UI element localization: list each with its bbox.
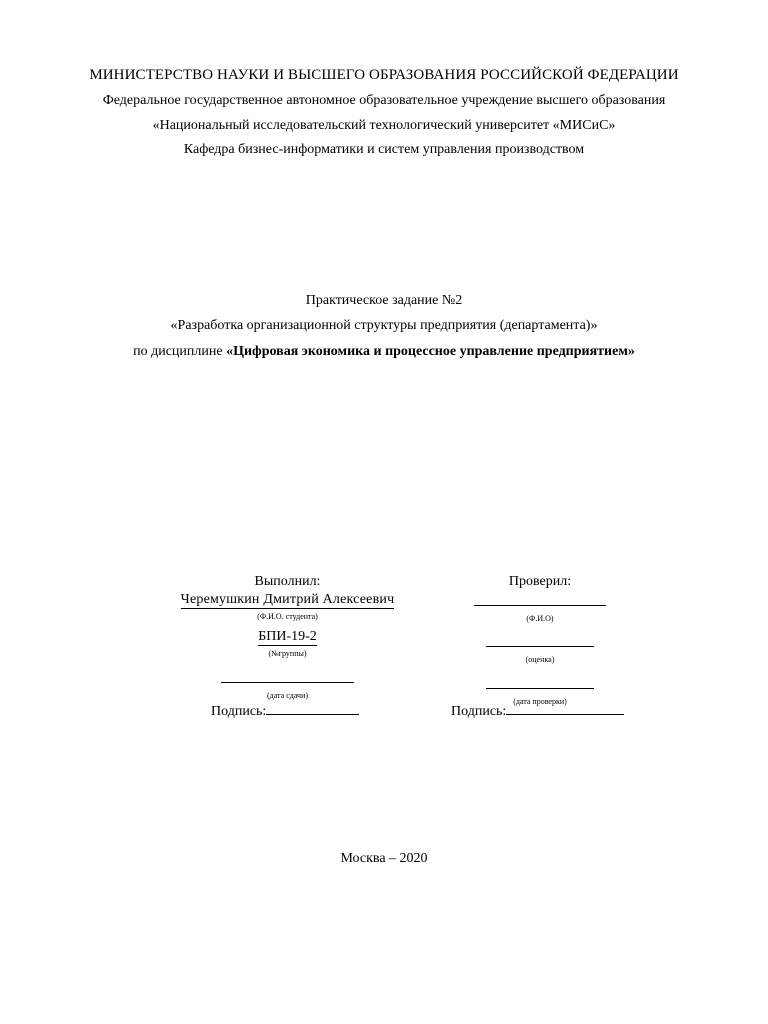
- department-name: Кафедра бизнес-информатики и систем управления производством: [183, 142, 585, 157]
- discipline-name: «Цифровая экономика и процессное управление предприятием»: [226, 344, 635, 359]
- discipline-prefix: по дисциплине: [133, 344, 227, 359]
- student-name-caption: (Ф.И.О. студента): [257, 612, 318, 621]
- checked-by-block: [420, 573, 660, 707]
- checker-signature-line: [506, 700, 624, 715]
- discipline-line: [0, 344, 768, 360]
- grade-caption: (оценка): [525, 655, 555, 664]
- student-signature-line: [266, 700, 359, 715]
- checker-signature-label: Подпись:: [451, 704, 507, 719]
- university-name: «Национальный исследовательский технологический университет «МИСиС»: [152, 118, 616, 133]
- grade-line: [486, 631, 594, 647]
- checker-signature: [451, 700, 624, 720]
- checked-label: Проверил:: [508, 574, 572, 589]
- checker-name-line: [474, 590, 606, 606]
- city-year: Москва – 2020: [340, 851, 428, 866]
- group-caption: (№группы): [268, 649, 307, 658]
- institution-type: Федеральное государственное автономное образовательное учреждение высшего образования: [102, 93, 666, 108]
- student-signature-label: Подпись:: [211, 704, 267, 719]
- checker-name-caption: (Ф.И.О): [526, 614, 554, 623]
- submission-date-caption: (дата сдачи): [266, 691, 309, 700]
- student-name: Черемушкин Дмитрий Алексеевич: [180, 592, 395, 607]
- check-date-caption: (дата проверки): [513, 697, 567, 706]
- task-topic: «Разработка организационной структуры предприятия (департамента)»: [170, 318, 598, 333]
- performed-label: Выполнил:: [254, 574, 321, 589]
- ministry-heading: МИНИСТЕРСТВО НАУКИ И ВЫСШЕГО ОБРАЗОВАНИЯ РОССИЙСКОЙ ФЕДЕРАЦИИ: [89, 67, 679, 83]
- task-title: Практическое задание №2: [305, 293, 463, 308]
- student-signature: [211, 700, 359, 720]
- submission-date-line: [221, 667, 354, 683]
- performed-by-block: [170, 573, 405, 701]
- check-date-line: [486, 673, 594, 689]
- student-group: БПИ-19-2: [258, 629, 317, 644]
